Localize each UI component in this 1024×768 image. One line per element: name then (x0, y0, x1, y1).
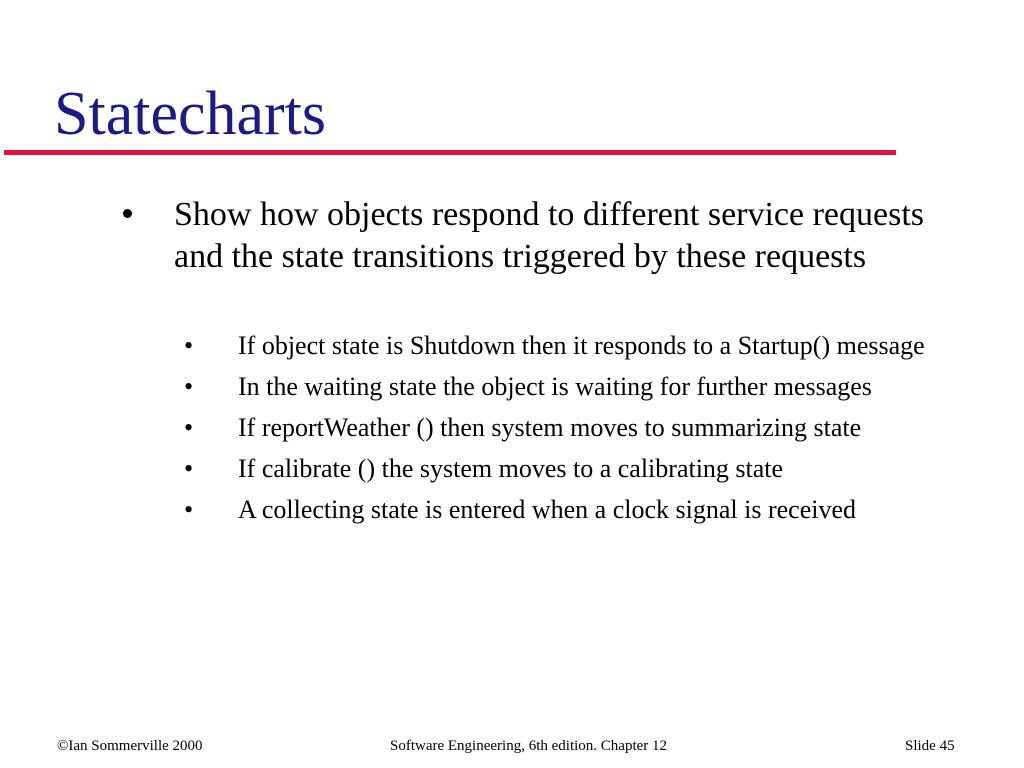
sub-bullet-list (0, 329, 1024, 534)
sub-bullet-symbol: • (184, 413, 194, 442)
main-bullet-text: Show how objects respond to different service requests and the state transitions triggered by these requests (174, 196, 925, 275)
sub-bullet-symbol: • (184, 454, 194, 483)
sub-bullet-text: If calibrate () the system moves to a calibrating state (238, 454, 784, 483)
sub-bullet-symbol: • (184, 495, 194, 524)
sub-bullet-text: If object state is Shutdown then it responds to a Startup() message (238, 331, 925, 360)
sub-bullet-item (0, 493, 978, 527)
footer-slide-number: Slide 45 (905, 738, 955, 754)
sub-bullet-item (0, 370, 978, 404)
footer-book-title: Software Engineering, 6th edition. Chapter 12 (390, 738, 668, 754)
sub-bullet-text: If reportWeather () then system moves to summarizing state (238, 413, 862, 442)
sub-bullet-item (0, 411, 978, 445)
sub-bullet-symbol: • (184, 331, 194, 360)
slide-title: Statecharts (54, 80, 327, 148)
sub-bullet-text: In the waiting state the object is waiting for further messages (238, 372, 872, 401)
sub-bullet-text: A collecting state is entered when a clock signal is received (238, 495, 856, 524)
main-bullet-dot (123, 209, 132, 218)
sub-bullet-item (0, 452, 978, 486)
sub-bullet-item (0, 329, 978, 363)
sub-bullet-symbol: • (184, 372, 194, 401)
title-underline (4, 150, 896, 155)
footer-copyright: ©Ian Sommerville 2000 (57, 738, 203, 754)
